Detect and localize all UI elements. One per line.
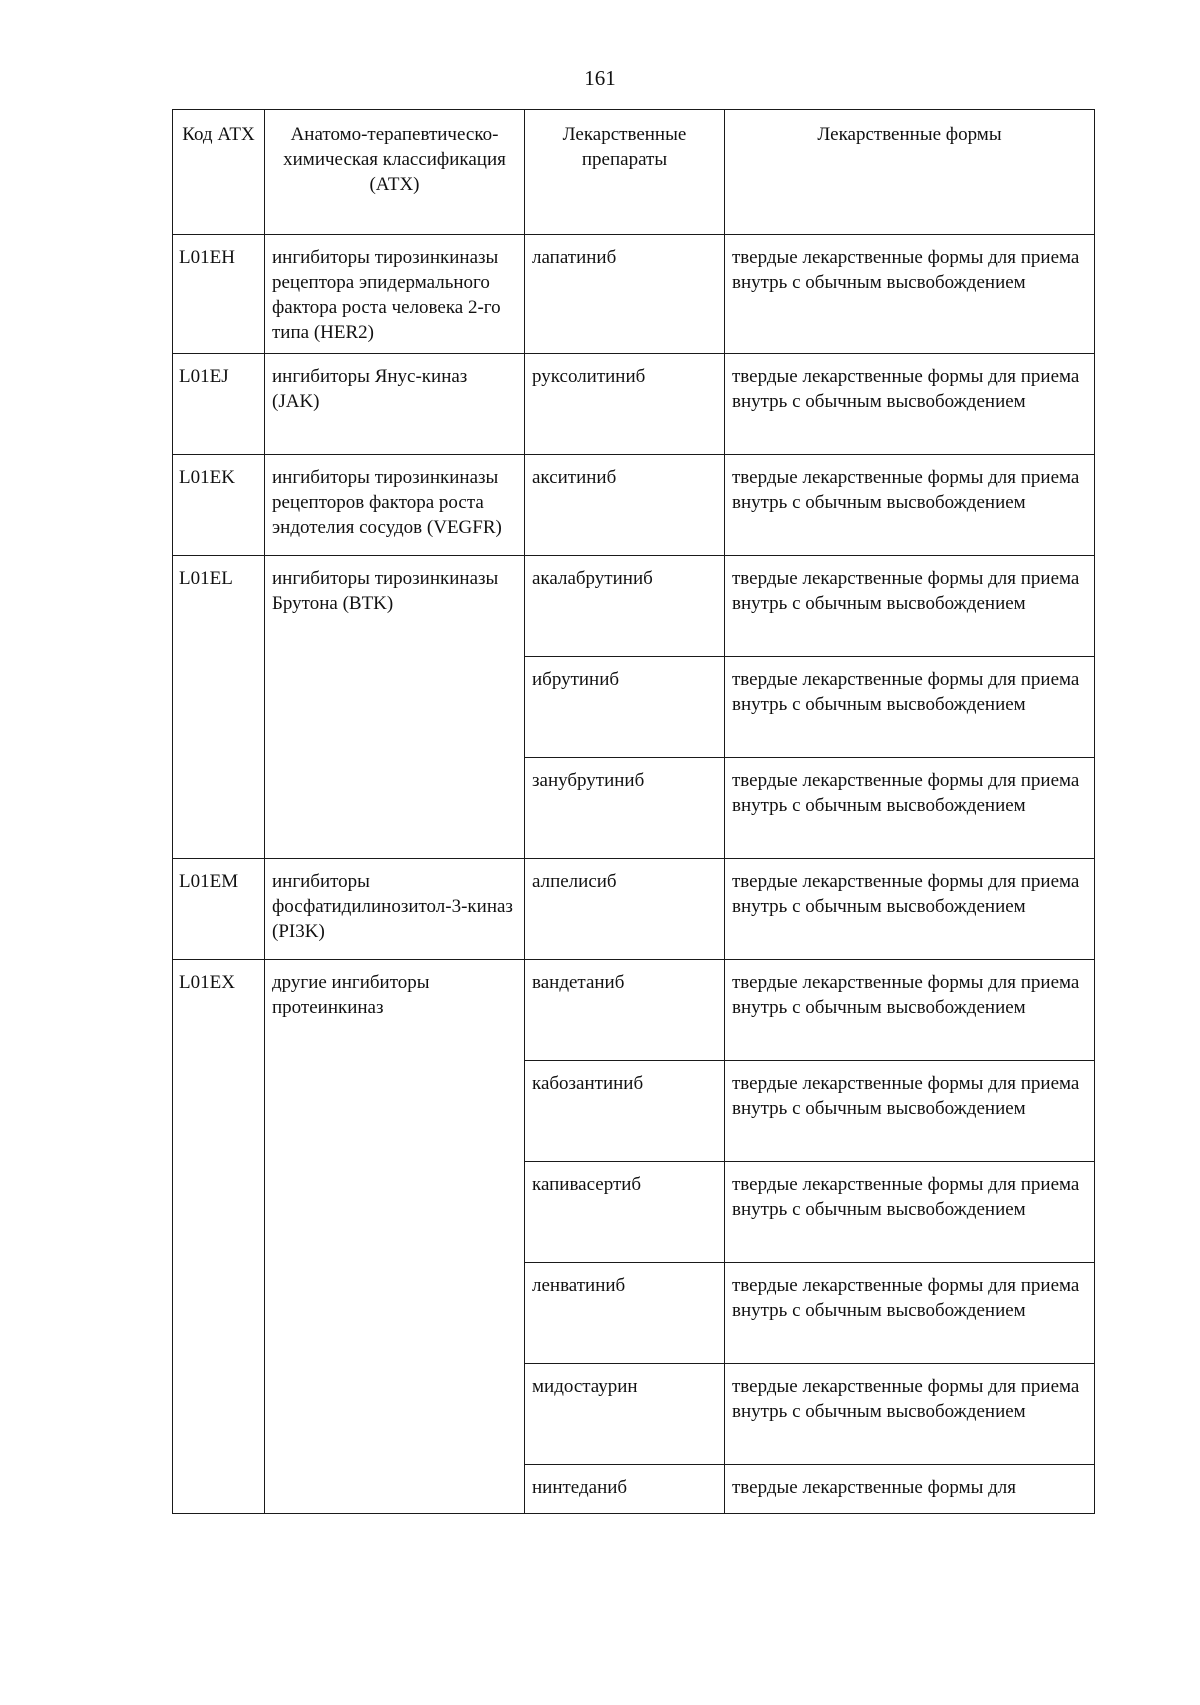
- drug-name-cell: руксолитиниб: [525, 354, 725, 455]
- dosage-form-cell: твердые лекарственные формы для приема внутрь с обычным высвобождением: [725, 1162, 1095, 1263]
- header-drugs: Лекарственные препараты: [525, 110, 725, 235]
- atx-table: [172, 109, 1095, 1514]
- dosage-form-cell: твердые лекарственные формы для: [725, 1465, 1095, 1514]
- drug-name-cell: лапатиниб: [525, 235, 725, 354]
- header-code: Код АТХ: [173, 110, 265, 235]
- dosage-form-cell: твердые лекарственные формы для приема внутрь с обычным высвобождением: [725, 455, 1095, 556]
- atx-code-cell: L01EL: [173, 556, 265, 859]
- drug-name-cell: капивасертиб: [525, 1162, 725, 1263]
- drug-name-cell: вандетаниб: [525, 960, 725, 1061]
- table-row: [173, 556, 1095, 657]
- table-row: [173, 859, 1095, 960]
- table-row: [173, 455, 1095, 556]
- dosage-form-cell: твердые лекарственные формы для приема внутрь с обычным высвобождением: [725, 859, 1095, 960]
- dosage-form-cell: твердые лекарственные формы для приема внутрь с обычным высвобождением: [725, 1061, 1095, 1162]
- table-row: [173, 354, 1095, 455]
- atx-classification-cell: ингибиторы тирозинкиназы Брутона (BTK): [265, 556, 525, 859]
- drug-name-cell: мидостаурин: [525, 1364, 725, 1465]
- drug-name-cell: кабозантиниб: [525, 1061, 725, 1162]
- table-row: [173, 960, 1095, 1061]
- atx-classification-cell: ингибиторы Янус-киназ (JAK): [265, 354, 525, 455]
- header-forms: Лекарственные формы: [725, 110, 1095, 235]
- drug-name-cell: нинтеданиб: [525, 1465, 725, 1514]
- dosage-form-cell: твердые лекарственные формы для приема внутрь с обычным высвобождением: [725, 235, 1095, 354]
- atx-classification-cell: другие ингибиторы протеинкиназ: [265, 960, 525, 1514]
- table-header-row: [173, 110, 1095, 235]
- atx-code-cell: L01EX: [173, 960, 265, 1514]
- atx-code-cell: L01EJ: [173, 354, 265, 455]
- header-classification: Анатомо-терапевтическо-химическая классификация (АТХ): [265, 110, 525, 235]
- dosage-form-cell: твердые лекарственные формы для приема внутрь с обычным высвобождением: [725, 758, 1095, 859]
- atx-classification-cell: ингибиторы тирозинкиназы рецепторов фактора роста эндотелия сосудов (VEGFR): [265, 455, 525, 556]
- drug-name-cell: алпелисиб: [525, 859, 725, 960]
- drug-name-cell: ленватиниб: [525, 1263, 725, 1364]
- drug-name-cell: акситиниб: [525, 455, 725, 556]
- table-row: [173, 235, 1095, 354]
- dosage-form-cell: твердые лекарственные формы для приема внутрь с обычным высвобождением: [725, 657, 1095, 758]
- page-number: 161: [584, 66, 616, 90]
- drug-name-cell: занубрутиниб: [525, 758, 725, 859]
- dosage-form-cell: твердые лекарственные формы для приема внутрь с обычным высвобождением: [725, 556, 1095, 657]
- atx-code-cell: L01EH: [173, 235, 265, 354]
- atx-code-cell: L01EK: [173, 455, 265, 556]
- drug-name-cell: ибрутиниб: [525, 657, 725, 758]
- dosage-form-cell: твердые лекарственные формы для приема внутрь с обычным высвобождением: [725, 354, 1095, 455]
- dosage-form-cell: твердые лекарственные формы для приема внутрь с обычным высвобождением: [725, 1263, 1095, 1364]
- dosage-form-cell: твердые лекарственные формы для приема внутрь с обычным высвобождением: [725, 1364, 1095, 1465]
- dosage-form-cell: твердые лекарственные формы для приема внутрь с обычным высвобождением: [725, 960, 1095, 1061]
- table-body: [173, 235, 1095, 1514]
- atx-classification-cell: ингибиторы тирозинкиназы рецептора эпидермального фактора роста человека 2-го типа (HER2): [265, 235, 525, 354]
- drug-name-cell: акалабрутиниб: [525, 556, 725, 657]
- atx-classification-cell: ингибиторы фосфатидилинозитол-3-киназ (PI3K): [265, 859, 525, 960]
- atx-code-cell: L01EM: [173, 859, 265, 960]
